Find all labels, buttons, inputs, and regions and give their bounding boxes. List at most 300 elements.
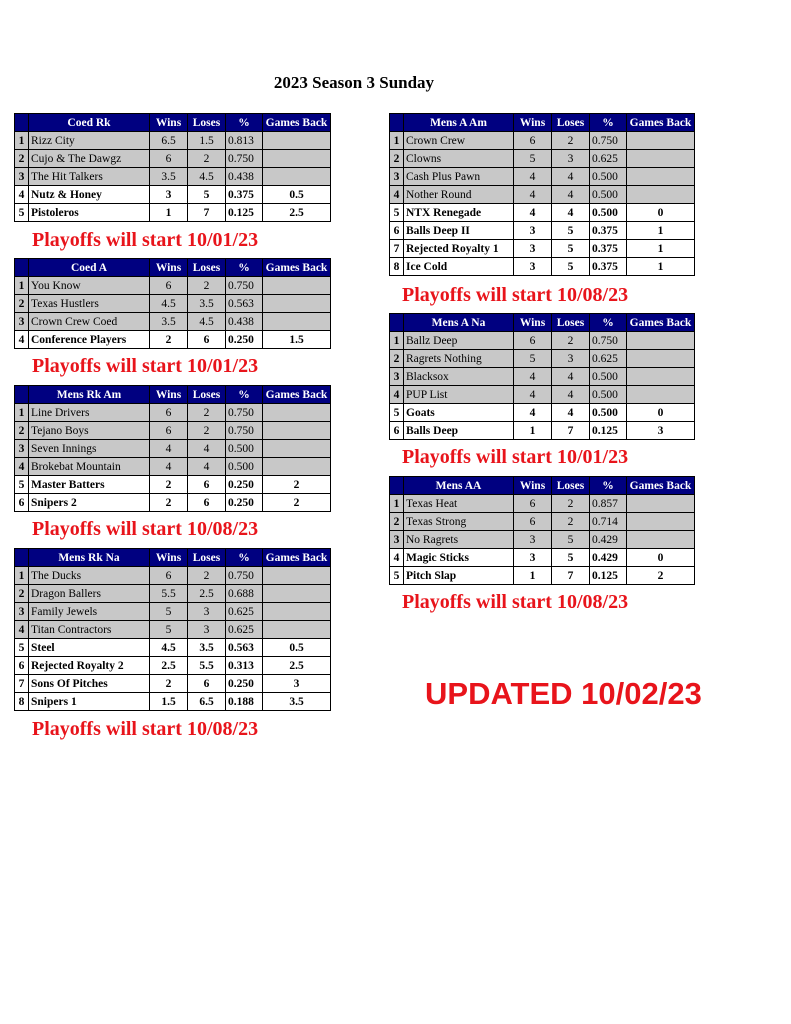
wins-cell: 3 — [514, 531, 552, 549]
table-row — [15, 458, 331, 476]
pct-cell: 0.125 — [590, 567, 627, 585]
pct-cell: 0.563 — [226, 639, 263, 657]
table-row — [390, 332, 695, 350]
division-name: Mens AA — [404, 477, 514, 495]
games-back-cell: 3 — [263, 675, 331, 693]
rank-cell: 4 — [390, 386, 404, 404]
rank-cell: 8 — [390, 258, 404, 276]
games-back-cell — [627, 132, 695, 150]
table-row — [390, 513, 695, 531]
pct-cell: 0.750 — [590, 132, 627, 150]
pct-cell: 0.125 — [226, 204, 263, 222]
wins-cell: 2 — [150, 675, 188, 693]
rank-cell: 3 — [15, 603, 29, 621]
division-name: Coed Rk — [29, 114, 150, 132]
rank-cell: 3 — [390, 168, 404, 186]
loses-cell: 3 — [188, 621, 226, 639]
wins-cell: 3 — [150, 186, 188, 204]
wins-cell: 2 — [150, 476, 188, 494]
column-header-loses: Loses — [188, 259, 226, 277]
loses-cell: 2 — [552, 332, 590, 350]
loses-cell: 2.5 — [188, 585, 226, 603]
rank-cell: 1 — [15, 277, 29, 295]
games-back-cell — [627, 350, 695, 368]
team-name-cell: Master Batters — [29, 476, 150, 494]
loses-cell: 5 — [552, 549, 590, 567]
loses-cell: 3.5 — [188, 295, 226, 313]
rank-header — [15, 549, 29, 567]
games-back-cell — [627, 386, 695, 404]
column-header-pct: % — [226, 549, 263, 567]
column-header-wins: Wins — [514, 114, 552, 132]
table-row — [15, 331, 331, 349]
table-header-row — [390, 477, 695, 495]
rank-cell: 4 — [15, 186, 29, 204]
team-name-cell: Tejano Boys — [29, 422, 150, 440]
team-name-cell: Ragrets Nothing — [404, 350, 514, 368]
wins-cell: 5 — [150, 621, 188, 639]
pct-cell: 0.625 — [226, 621, 263, 639]
games-back-cell — [263, 621, 331, 639]
team-name-cell: Cujo & The Dawgz — [29, 150, 150, 168]
pct-cell: 0.750 — [226, 150, 263, 168]
rank-cell: 6 — [390, 422, 404, 440]
standings-table-mens-a-am — [389, 113, 695, 276]
wins-cell: 4 — [514, 386, 552, 404]
wins-cell: 2.5 — [150, 657, 188, 675]
team-name-cell: Blacksox — [404, 368, 514, 386]
games-back-cell — [263, 440, 331, 458]
games-back-cell — [263, 404, 331, 422]
rank-header — [390, 477, 404, 495]
games-back-cell: 0 — [627, 404, 695, 422]
standings-table-coed-rk — [14, 113, 331, 222]
wins-cell: 5 — [150, 603, 188, 621]
games-back-cell: 2.5 — [263, 204, 331, 222]
wins-cell: 4 — [514, 404, 552, 422]
pct-cell: 0.500 — [590, 186, 627, 204]
wins-cell: 5.5 — [150, 585, 188, 603]
rank-cell: 1 — [390, 332, 404, 350]
rank-header — [15, 114, 29, 132]
pct-cell: 0.250 — [226, 331, 263, 349]
table-row — [390, 386, 695, 404]
table-row — [15, 440, 331, 458]
loses-cell: 2 — [188, 422, 226, 440]
column-header-loses: Loses — [552, 114, 590, 132]
table-row — [15, 621, 331, 639]
pct-cell: 0.250 — [226, 494, 263, 512]
rank-cell: 1 — [390, 132, 404, 150]
team-name-cell: Family Jewels — [29, 603, 150, 621]
team-name-cell: Nutz & Honey — [29, 186, 150, 204]
team-name-cell: Ice Cold — [404, 258, 514, 276]
loses-cell: 5 — [552, 240, 590, 258]
pct-cell: 0.750 — [226, 567, 263, 585]
rank-cell: 1 — [15, 132, 29, 150]
pct-cell: 0.375 — [590, 258, 627, 276]
wins-cell: 1.5 — [150, 693, 188, 711]
table-row — [15, 675, 331, 693]
pct-cell: 0.500 — [590, 368, 627, 386]
team-name-cell: Rizz City — [29, 132, 150, 150]
pct-cell: 0.500 — [590, 404, 627, 422]
loses-cell: 2 — [552, 513, 590, 531]
column-header-wins: Wins — [514, 477, 552, 495]
games-back-cell — [627, 150, 695, 168]
column-header-games-back: Games Back — [263, 114, 331, 132]
rank-cell: 3 — [15, 313, 29, 331]
table-header-row — [15, 259, 331, 277]
rank-cell: 6 — [15, 657, 29, 675]
pct-cell: 0.250 — [226, 476, 263, 494]
table-row — [15, 585, 331, 603]
wins-cell: 6 — [514, 495, 552, 513]
games-back-cell — [627, 531, 695, 549]
standings-table-mens-aa — [389, 476, 695, 585]
column-header-pct: % — [226, 114, 263, 132]
rank-cell: 1 — [15, 567, 29, 585]
rank-cell: 7 — [15, 675, 29, 693]
games-back-cell — [627, 495, 695, 513]
table-row — [390, 150, 695, 168]
wins-cell: 6 — [514, 332, 552, 350]
rank-cell: 1 — [390, 495, 404, 513]
table-row — [390, 258, 695, 276]
table-row — [15, 422, 331, 440]
loses-cell: 4 — [552, 168, 590, 186]
table-row — [15, 277, 331, 295]
rank-cell: 6 — [390, 222, 404, 240]
rank-cell: 5 — [390, 204, 404, 222]
pct-cell: 0.313 — [226, 657, 263, 675]
pct-cell: 0.438 — [226, 168, 263, 186]
table-row — [390, 222, 695, 240]
column-header-loses: Loses — [188, 386, 226, 404]
wins-cell: 3 — [514, 258, 552, 276]
loses-cell: 2 — [188, 277, 226, 295]
team-name-cell: Balls Deep II — [404, 222, 514, 240]
wins-cell: 6 — [514, 513, 552, 531]
standings-table-mens-a-na — [389, 313, 695, 440]
loses-cell: 4 — [552, 186, 590, 204]
column-header-games-back: Games Back — [263, 549, 331, 567]
table-row — [390, 531, 695, 549]
loses-cell: 3 — [552, 350, 590, 368]
column-header-pct: % — [226, 386, 263, 404]
loses-cell: 5 — [188, 186, 226, 204]
wins-cell: 4 — [150, 458, 188, 476]
wins-cell: 4 — [514, 368, 552, 386]
rank-cell: 8 — [15, 693, 29, 711]
games-back-cell — [263, 168, 331, 186]
loses-cell: 1.5 — [188, 132, 226, 150]
pct-cell: 0.375 — [590, 222, 627, 240]
rank-cell: 2 — [15, 422, 29, 440]
rank-cell: 2 — [15, 150, 29, 168]
games-back-cell: 2.5 — [263, 657, 331, 675]
loses-cell: 2 — [188, 150, 226, 168]
rank-header — [390, 314, 404, 332]
division-name: Coed A — [29, 259, 150, 277]
pct-cell: 0.500 — [590, 386, 627, 404]
table-row — [390, 240, 695, 258]
pct-cell: 0.750 — [226, 277, 263, 295]
rank-cell: 4 — [390, 549, 404, 567]
rank-cell: 5 — [15, 476, 29, 494]
column-header-loses: Loses — [188, 114, 226, 132]
team-name-cell: Titan Contractors — [29, 621, 150, 639]
table-row — [15, 204, 331, 222]
loses-cell: 3 — [552, 150, 590, 168]
games-back-cell — [263, 313, 331, 331]
pct-cell: 0.750 — [226, 404, 263, 422]
loses-cell: 4 — [552, 404, 590, 422]
wins-cell: 5 — [514, 150, 552, 168]
rank-cell: 5 — [390, 404, 404, 422]
games-back-cell — [627, 368, 695, 386]
wins-cell: 4 — [514, 168, 552, 186]
team-name-cell: The Hit Talkers — [29, 168, 150, 186]
wins-cell: 6 — [150, 150, 188, 168]
team-name-cell: Crown Crew — [404, 132, 514, 150]
games-back-cell — [627, 168, 695, 186]
team-name-cell: Rejected Royalty 2 — [29, 657, 150, 675]
team-name-cell: Sons Of Pitches — [29, 675, 150, 693]
pct-cell: 0.625 — [590, 350, 627, 368]
table-header-row — [15, 549, 331, 567]
pct-cell: 0.250 — [226, 675, 263, 693]
standings-table-mens-rk-na — [14, 548, 331, 711]
loses-cell: 2 — [552, 495, 590, 513]
table-row — [390, 549, 695, 567]
games-back-cell — [263, 585, 331, 603]
loses-cell: 4 — [188, 440, 226, 458]
loses-cell: 4 — [552, 204, 590, 222]
games-back-cell — [627, 513, 695, 531]
loses-cell: 3 — [188, 603, 226, 621]
pct-cell: 0.500 — [226, 440, 263, 458]
pct-cell: 0.429 — [590, 531, 627, 549]
column-header-pct: % — [226, 259, 263, 277]
games-back-cell: 0.5 — [263, 186, 331, 204]
rank-cell: 2 — [390, 350, 404, 368]
column-header-loses: Loses — [552, 314, 590, 332]
table-row — [15, 639, 331, 657]
team-name-cell: Line Drivers — [29, 404, 150, 422]
wins-cell: 6 — [514, 132, 552, 150]
column-header-games-back: Games Back — [627, 477, 695, 495]
wins-cell: 4.5 — [150, 295, 188, 313]
rank-cell: 3 — [390, 531, 404, 549]
pct-cell: 0.500 — [590, 168, 627, 186]
wins-cell: 2 — [150, 331, 188, 349]
games-back-cell: 2 — [627, 567, 695, 585]
playoffs-notice-mens-a-am: Playoffs will start 10/08/23 — [402, 284, 629, 306]
division-name: Mens Rk Na — [29, 549, 150, 567]
wins-cell: 3 — [514, 222, 552, 240]
table-row — [390, 186, 695, 204]
table-header-row — [15, 386, 331, 404]
games-back-cell — [627, 332, 695, 350]
pct-cell: 0.375 — [226, 186, 263, 204]
rank-cell: 5 — [390, 567, 404, 585]
table-row — [15, 150, 331, 168]
loses-cell: 2 — [552, 132, 590, 150]
games-back-cell: 1 — [627, 258, 695, 276]
games-back-cell: 1.5 — [263, 331, 331, 349]
rank-cell: 5 — [15, 639, 29, 657]
table-row — [390, 567, 695, 585]
team-name-cell: Goats — [404, 404, 514, 422]
team-name-cell: Texas Strong — [404, 513, 514, 531]
games-back-cell — [263, 132, 331, 150]
rank-cell: 4 — [15, 458, 29, 476]
table-row — [390, 404, 695, 422]
team-name-cell: Crown Crew Coed — [29, 313, 150, 331]
team-name-cell: Rejected Royalty 1 — [404, 240, 514, 258]
playoffs-notice-mens-rk-am: Playoffs will start 10/08/23 — [32, 518, 259, 540]
games-back-cell — [263, 603, 331, 621]
pct-cell: 0.688 — [226, 585, 263, 603]
updated-notice: UPDATED 10/02/23 — [425, 676, 702, 711]
table-row — [390, 168, 695, 186]
table-header-row — [390, 114, 695, 132]
loses-cell: 5 — [552, 258, 590, 276]
team-name-cell: Dragon Ballers — [29, 585, 150, 603]
loses-cell: 3.5 — [188, 639, 226, 657]
wins-cell: 6 — [150, 277, 188, 295]
table-row — [15, 132, 331, 150]
column-header-loses: Loses — [552, 477, 590, 495]
standings-table-coed-a — [14, 258, 331, 349]
playoffs-notice-coed-a: Playoffs will start 10/01/23 — [32, 355, 259, 377]
pct-cell: 0.625 — [590, 150, 627, 168]
wins-cell: 1 — [514, 567, 552, 585]
rank-header — [15, 386, 29, 404]
games-back-cell: 1 — [627, 222, 695, 240]
pct-cell: 0.857 — [590, 495, 627, 513]
pct-cell: 0.438 — [226, 313, 263, 331]
games-back-cell — [263, 295, 331, 313]
table-row — [15, 404, 331, 422]
wins-cell: 3.5 — [150, 313, 188, 331]
column-header-wins: Wins — [150, 259, 188, 277]
games-back-cell — [627, 186, 695, 204]
division-name: Mens A Am — [404, 114, 514, 132]
table-row — [390, 422, 695, 440]
games-back-cell — [263, 458, 331, 476]
wins-cell: 4.5 — [150, 639, 188, 657]
loses-cell: 2 — [188, 404, 226, 422]
table-row — [15, 313, 331, 331]
pct-cell: 0.563 — [226, 295, 263, 313]
division-name: Mens A Na — [404, 314, 514, 332]
rank-cell: 3 — [15, 440, 29, 458]
team-name-cell: Cash Plus Pawn — [404, 168, 514, 186]
rank-cell: 7 — [390, 240, 404, 258]
wins-cell: 6.5 — [150, 132, 188, 150]
games-back-cell: 3.5 — [263, 693, 331, 711]
loses-cell: 6 — [188, 331, 226, 349]
division-name: Mens Rk Am — [29, 386, 150, 404]
page-title: 2023 Season 3 Sunday — [273, 73, 435, 92]
rank-header — [15, 259, 29, 277]
table-row — [15, 657, 331, 675]
pct-cell: 0.625 — [226, 603, 263, 621]
wins-cell: 3.5 — [150, 168, 188, 186]
column-header-loses: Loses — [188, 549, 226, 567]
table-row — [15, 494, 331, 512]
loses-cell: 6 — [188, 675, 226, 693]
wins-cell: 6 — [150, 567, 188, 585]
team-name-cell: No Ragrets — [404, 531, 514, 549]
rank-cell: 6 — [15, 494, 29, 512]
wins-cell: 2 — [150, 494, 188, 512]
rank-cell: 2 — [390, 513, 404, 531]
loses-cell: 2 — [188, 567, 226, 585]
wins-cell: 4 — [514, 204, 552, 222]
column-header-wins: Wins — [150, 549, 188, 567]
rank-cell: 5 — [15, 204, 29, 222]
games-back-cell: 2 — [263, 494, 331, 512]
pct-cell: 0.750 — [590, 332, 627, 350]
loses-cell: 7 — [552, 422, 590, 440]
rank-header — [390, 114, 404, 132]
standings-table-mens-rk-am — [14, 385, 331, 512]
team-name-cell: Nother Round — [404, 186, 514, 204]
pct-cell: 0.429 — [590, 549, 627, 567]
rank-cell: 4 — [15, 621, 29, 639]
playoffs-notice-mens-a-na: Playoffs will start 10/01/23 — [402, 446, 629, 468]
table-header-row — [390, 314, 695, 332]
team-name-cell: Seven Innings — [29, 440, 150, 458]
games-back-cell: 2 — [263, 476, 331, 494]
team-name-cell: Steel — [29, 639, 150, 657]
team-name-cell: NTX Renegade — [404, 204, 514, 222]
team-name-cell: Texas Hustlers — [29, 295, 150, 313]
team-name-cell: Pitch Slap — [404, 567, 514, 585]
loses-cell: 7 — [552, 567, 590, 585]
wins-cell: 6 — [150, 404, 188, 422]
games-back-cell — [263, 150, 331, 168]
column-header-pct: % — [590, 314, 627, 332]
team-name-cell: Balls Deep — [404, 422, 514, 440]
table-row — [390, 350, 695, 368]
column-header-games-back: Games Back — [263, 386, 331, 404]
rank-cell: 2 — [15, 295, 29, 313]
rank-cell: 2 — [390, 150, 404, 168]
rank-cell: 3 — [15, 168, 29, 186]
rank-cell: 1 — [15, 404, 29, 422]
table-row — [390, 204, 695, 222]
table-row — [15, 168, 331, 186]
loses-cell: 6.5 — [188, 693, 226, 711]
playoffs-notice-coed-rk: Playoffs will start 10/01/23 — [32, 229, 259, 251]
rank-cell: 2 — [15, 585, 29, 603]
loses-cell: 5.5 — [188, 657, 226, 675]
playoffs-notice-mens-aa: Playoffs will start 10/08/23 — [402, 591, 629, 613]
column-header-games-back: Games Back — [627, 314, 695, 332]
pct-cell: 0.500 — [226, 458, 263, 476]
column-header-wins: Wins — [150, 386, 188, 404]
games-back-cell: 0 — [627, 204, 695, 222]
wins-cell: 1 — [514, 422, 552, 440]
column-header-pct: % — [590, 477, 627, 495]
wins-cell: 6 — [150, 422, 188, 440]
table-row — [15, 693, 331, 711]
table-row — [390, 495, 695, 513]
